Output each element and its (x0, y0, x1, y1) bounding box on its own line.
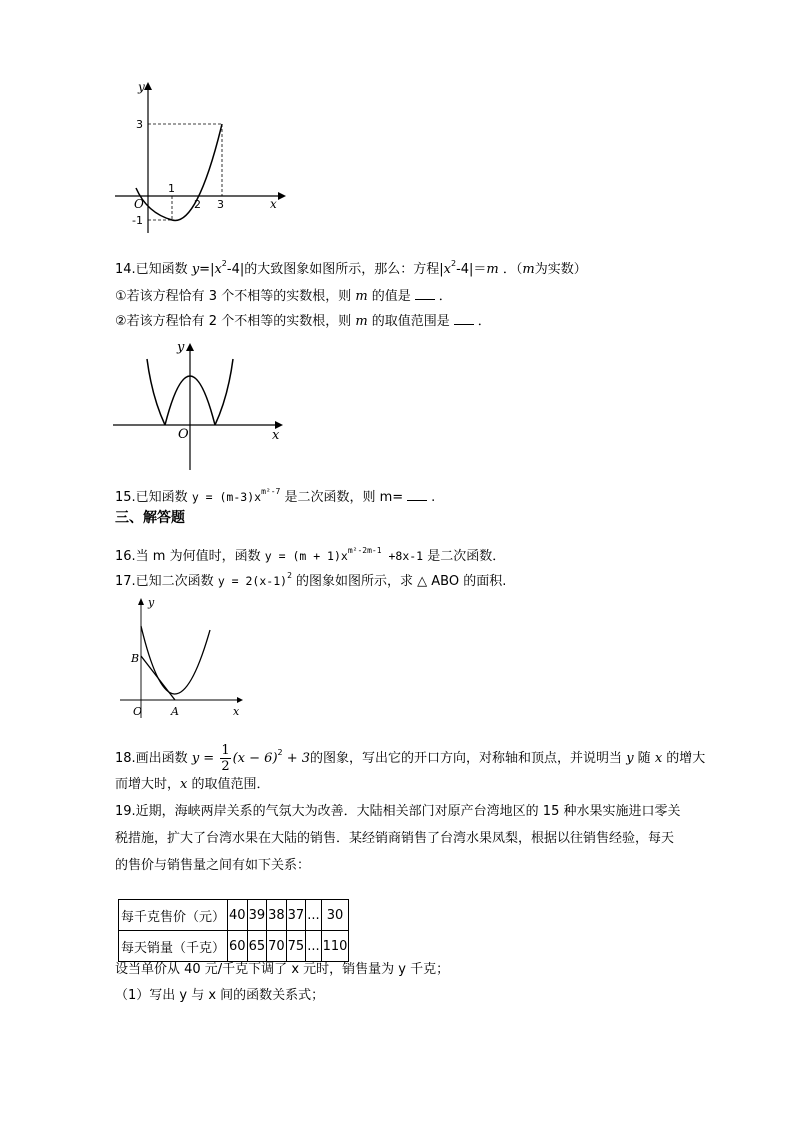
graph-3 (115, 592, 255, 722)
y-label: y (138, 80, 145, 94)
table-cell: 70 (267, 931, 287, 962)
table-cell: 60 (228, 931, 248, 962)
point-a-label: A (171, 705, 179, 718)
function-curve (147, 359, 165, 425)
tick-label: 1 (168, 182, 175, 195)
table-cell: ... (306, 900, 321, 931)
y-axis-arrow (138, 598, 144, 605)
y-axis-arrow (144, 82, 152, 90)
question-18: 18.画出函数 y = $\frac{1}{2}$ $(x - 6)^2 + 3$的图象，写出它的开口方向，对称轴和顶点，并说明当 y 随 x 的增大 (115, 743, 706, 774)
point-b-label: B (131, 652, 140, 665)
question-19-part-1: （1）写出 y 与 x 间的函数关系式； (115, 988, 325, 1003)
question-19-setup: 设当单价从 40 元/千克下调了 x 元时，销售量为 y 千克； (115, 962, 450, 977)
table-cell: 75 (286, 931, 306, 962)
question-15: 15.已知函数 $y = (m-3)x^{m^2-7}$ 是二次函数，则 m= . (115, 487, 436, 505)
table-cell: 每千克售价（元） (119, 900, 228, 931)
function-curve (136, 124, 222, 220)
fraction: $\frac{1}{2}$ (221, 743, 230, 774)
table-cell: 39 (247, 900, 267, 931)
table-row (119, 900, 349, 931)
table-cell: 38 (267, 900, 287, 931)
question-14-part-1: ①若该方程恰有 3 个不相等的实数根，则 m 的值是 ． (115, 289, 452, 304)
graph-1 (110, 78, 290, 238)
table-cell: 37 (286, 900, 306, 931)
parabola (141, 626, 210, 694)
question-14-part-2: ②若该方程恰有 2 个不相等的实数根，则 m 的取值范围是 ． (115, 314, 491, 329)
question-18-cont: 而增大时，x 的取值范围． (115, 777, 270, 792)
answer-blank[interactable] (415, 287, 435, 300)
question-17: 17.已知二次函数 $y = 2(x-1)^2$ 的图象如图所示，求 △ ABO 的面积. (115, 571, 507, 589)
table-cell: 40 (228, 900, 248, 931)
section-heading: 三、解答题 (115, 510, 185, 526)
y-label: y (177, 340, 185, 355)
y-axis-arrow (186, 343, 194, 351)
graph-2 (110, 337, 290, 477)
tick-label: 3 (217, 198, 224, 211)
table-cell: ... (306, 931, 321, 962)
price-sales-table (118, 899, 349, 962)
x-axis-arrow (278, 192, 286, 200)
question-19-line-1: 19.近期，海峡两岸关系的气氛大为改善．大陆相关部门对原产台湾地区的 15 种水果实施进口零关 (115, 804, 681, 819)
table-row (119, 931, 349, 962)
tick-label: -1 (132, 214, 143, 227)
question-14: 14.已知函数 $y=|x^2-4|$的大致图象如图所示，那么：方程$|x^2-4|=m$ ．（m为实数） (115, 259, 587, 277)
function-curve (215, 359, 233, 425)
x-axis-arrow (237, 697, 243, 703)
answer-blank[interactable] (454, 312, 474, 325)
question-19-line-3: 的售价与销售量之间有如下关系： (115, 858, 311, 873)
tick-label: 3 (136, 118, 143, 131)
table-cell: 65 (247, 931, 267, 962)
x-label: x (272, 428, 280, 443)
answer-blank[interactable] (407, 488, 427, 501)
x-label: x (233, 705, 240, 718)
segment-ba (141, 656, 175, 700)
x-label: x (270, 197, 277, 211)
tick-label: 2 (194, 198, 201, 211)
table-cell: 30 (321, 900, 349, 931)
y-label: y (148, 596, 155, 609)
origin-label: O (133, 705, 143, 718)
question-19-line-2: 税措施，扩大了台湾水果在大陆的销售．某经销商销售了台湾水果凤梨，根据以往销售经验，每天 (115, 831, 675, 846)
origin-label: O (134, 197, 144, 211)
origin-label: O (178, 427, 189, 442)
question-16: 16.当 m 为何值时，函数 $y = (m + 1)x^{m^2-2m-1} +8x-1$ 是二次函数． (115, 546, 506, 564)
table-cell: 每天销量（千克） (119, 931, 228, 962)
table-cell: 110 (321, 931, 349, 962)
